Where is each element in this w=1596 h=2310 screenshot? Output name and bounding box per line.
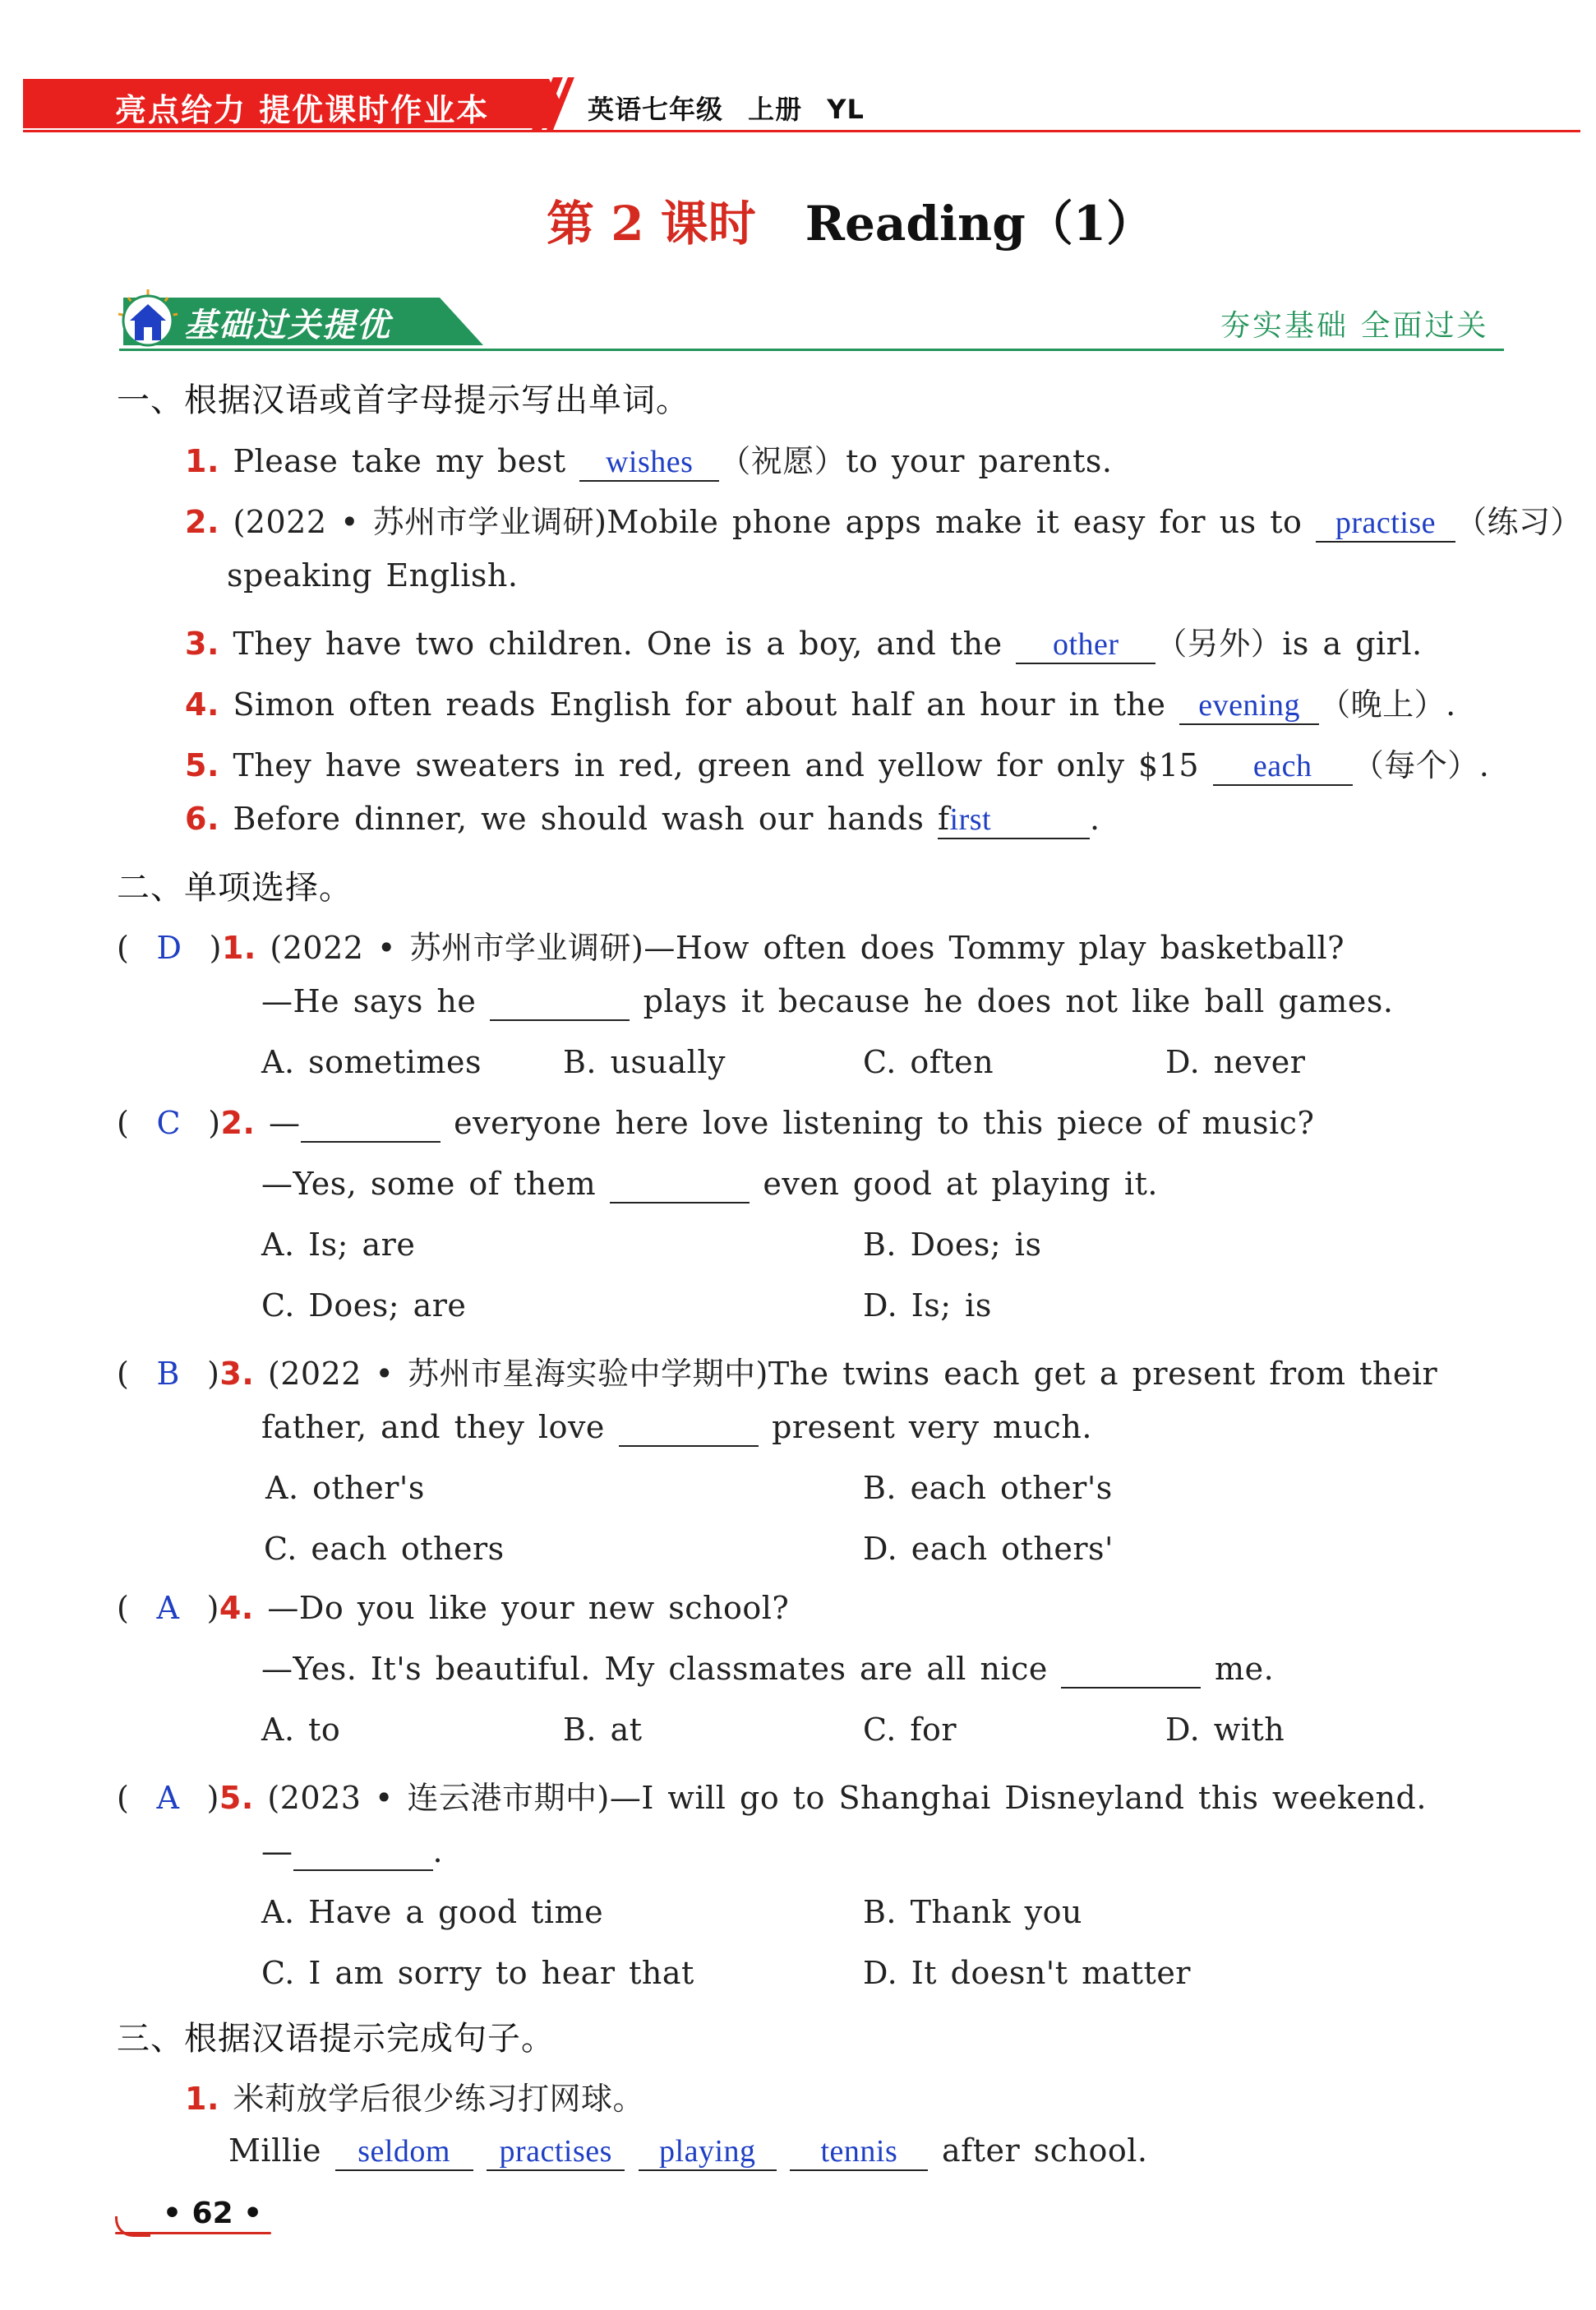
- item-text: （练习）: [1455, 504, 1582, 540]
- answer-blank[interactable]: [619, 1411, 759, 1447]
- item-text: —: [269, 1105, 301, 1141]
- option-d[interactable]: D. with: [1165, 1712, 1285, 1748]
- item-number: 1.: [185, 443, 219, 479]
- page-number: • 62 •: [163, 2197, 263, 2230]
- fill-item: [185, 801, 1100, 839]
- item-number: 1.: [185, 2081, 219, 2117]
- item-text: （祝愿）to your parents.: [719, 443, 1113, 479]
- choice-item: ( B )3. (2022 • 苏州市星海实验中学期中)The twins each get a present from their: [117, 1356, 1438, 1392]
- translate-item: [185, 2073, 644, 2118]
- option-b[interactable]: B. usually: [563, 1044, 726, 1080]
- item-text: (2022 • 苏州市学业调研)Mobile phone apps make it easy for us to: [233, 504, 1303, 540]
- choice-line2: [261, 1166, 1158, 1204]
- item-number: 5.: [185, 747, 219, 783]
- house-icon: [115, 286, 181, 352]
- choice-answer[interactable]: C: [156, 1105, 182, 1141]
- answer-blank[interactable]: [293, 1835, 433, 1871]
- item-number: 3.: [185, 626, 219, 662]
- choice-line2: [261, 1833, 443, 1871]
- option-c[interactable]: C. each others: [264, 1531, 505, 1567]
- section2-heading: 二、单项选择。: [117, 869, 353, 907]
- option-a[interactable]: A. Is; are: [261, 1227, 416, 1263]
- item-number: 4.: [219, 1590, 254, 1626]
- lesson-topic: Reading（1）: [805, 196, 1155, 252]
- option-c[interactable]: C. Does; are: [261, 1287, 467, 1324]
- item-number: 3.: [219, 1356, 255, 1392]
- option-c[interactable]: C. often: [863, 1044, 994, 1080]
- option-c[interactable]: C. I am sorry to hear that: [261, 1955, 694, 1991]
- item-text: even good at playing it.: [763, 1166, 1159, 1202]
- answer-blank[interactable]: seldom: [335, 2135, 473, 2171]
- option-d[interactable]: D. never: [1165, 1044, 1306, 1080]
- footer-rule: [115, 2232, 271, 2234]
- fill-item: [185, 436, 1112, 482]
- section-banner-label: 基础过关提优: [184, 307, 391, 344]
- fill-item: [185, 618, 1423, 664]
- item-text: (2023 • 连云港市期中)—I will go to Shanghai Disneyland this weekend.: [267, 1780, 1427, 1816]
- fill-item: [185, 740, 1489, 786]
- answer-blank[interactable]: practises: [487, 2135, 625, 2171]
- choice-item: ( A )4. —Do you like your new school?: [117, 1590, 790, 1626]
- item-text: .: [432, 1833, 444, 1869]
- item-text: Please take my best: [233, 443, 566, 479]
- item-text: present very much.: [772, 1409, 1092, 1445]
- item-number: 2.: [220, 1105, 256, 1141]
- choice-answer[interactable]: A: [156, 1780, 180, 1816]
- item-text: after school.: [941, 2132, 1148, 2169]
- answer-blank[interactable]: evening: [1179, 689, 1319, 725]
- option-a[interactable]: A. sometimes: [261, 1044, 482, 1080]
- item-number: 5.: [219, 1780, 254, 1816]
- section-rule: [119, 349, 1504, 351]
- page-title: [547, 185, 1154, 254]
- choice-answer[interactable]: D: [156, 930, 182, 966]
- item-text: They have sweaters in red, green and yellow for only $15: [233, 747, 1200, 783]
- item-text: They have two children. One is a boy, and the: [233, 626, 1003, 662]
- option-b[interactable]: B. each other's: [863, 1470, 1113, 1506]
- item-text: （另外）is a girl.: [1155, 626, 1423, 662]
- item-text: —: [261, 1833, 293, 1869]
- answer-blank[interactable]: [610, 1167, 750, 1204]
- header-rule: [23, 130, 1580, 132]
- section-slogan: 夯实基础 全面过关: [1220, 309, 1489, 343]
- choice-line2: [261, 1409, 1092, 1447]
- answer-blank[interactable]: practise: [1316, 506, 1455, 543]
- option-b[interactable]: B. Does; is: [863, 1227, 1042, 1263]
- choice-line2: [261, 983, 1393, 1021]
- option-b[interactable]: B. at: [563, 1712, 643, 1748]
- lesson-number: 第 2 课时: [547, 196, 756, 252]
- option-d[interactable]: D. each others': [863, 1531, 1114, 1567]
- fill-item: [185, 679, 1456, 725]
- answer-blank[interactable]: wishes: [579, 446, 719, 482]
- choice-line2: [261, 1651, 1274, 1689]
- option-b[interactable]: B. Thank you: [863, 1894, 1082, 1930]
- item-text: .: [1089, 801, 1100, 837]
- item-number: 4.: [185, 686, 219, 723]
- header-brand: 亮点给力 提优课时作业本: [115, 92, 490, 128]
- option-c[interactable]: C. for: [863, 1712, 957, 1748]
- item-number: 1.: [221, 930, 256, 966]
- choice-item: ( D )1. (2022 • 苏州市学业调研)—How often does Tommy play basketball?: [117, 930, 1345, 966]
- item-chinese: 米莉放学后很少练习打网球。: [233, 2081, 644, 2117]
- section1-heading: 一、根据汉语或首字母提示写出单词。: [117, 381, 690, 419]
- item-number: 2.: [185, 504, 219, 540]
- section3-heading: 三、根据汉语提示完成句子。: [117, 2020, 555, 2058]
- answer-text: irst: [949, 802, 992, 837]
- item-text: plays it because he does not like ball games.: [643, 983, 1394, 1019]
- choice-item: ( A )5. (2023 • 连云港市期中)—I will go to Shanghai Disneyland this weekend.: [117, 1780, 1427, 1816]
- item-text: everyone here love listening to this piece of music?: [454, 1105, 1315, 1141]
- answer-blank[interactable]: other: [1016, 628, 1155, 664]
- first-letter: f: [937, 801, 950, 837]
- item-text-line2: speaking English.: [227, 557, 519, 594]
- item-text: —Do you like your new school?: [267, 1590, 790, 1626]
- translate-answer-line: [228, 2132, 1147, 2171]
- answer-blank[interactable]: tennis: [790, 2135, 928, 2171]
- option-d[interactable]: D. Is; is: [863, 1287, 992, 1324]
- option-a[interactable]: A. Have a good time: [261, 1894, 604, 1930]
- item-text: (2022 • 苏州市星海实验中学期中)The twins each get a present from their: [267, 1356, 1438, 1392]
- item-text: Before dinner, we should wash our hands: [233, 801, 925, 837]
- answer-blank[interactable]: [938, 802, 1090, 839]
- item-number: 6.: [185, 801, 219, 837]
- item-text: Millie: [228, 2132, 322, 2169]
- fill-item: [185, 497, 1582, 543]
- choice-answer[interactable]: B: [156, 1356, 180, 1392]
- item-text: （每个）.: [1352, 747, 1490, 783]
- choice-answer[interactable]: A: [156, 1590, 180, 1626]
- item-text: —Yes. It's beautiful. My classmates are all nice: [261, 1651, 1048, 1687]
- choice-item: ( C )2. — everyone here love listening to this piece of music?: [117, 1105, 1315, 1141]
- answer-blank[interactable]: [490, 985, 630, 1021]
- item-text: (2022 • 苏州市学业调研)—How often does Tommy play basketball?: [270, 930, 1345, 966]
- item-text: —Yes, some of them: [261, 1166, 597, 1202]
- answer-blank[interactable]: each: [1213, 750, 1353, 786]
- answer-blank[interactable]: [1061, 1652, 1201, 1689]
- answer-blank[interactable]: playing: [639, 2135, 777, 2171]
- item-text: —He says he: [261, 983, 477, 1019]
- option-d[interactable]: D. It doesn't matter: [863, 1955, 1191, 1991]
- item-text: me.: [1215, 1651, 1275, 1687]
- answer-blank[interactable]: [301, 1106, 441, 1143]
- item-text: father, and they love: [261, 1409, 605, 1445]
- header-book-info: 英语七年级 上册 YL: [588, 94, 865, 125]
- option-a[interactable]: A. other's: [265, 1470, 425, 1506]
- item-text: （晚上）.: [1319, 686, 1456, 723]
- item-text: Simon often reads English for about half an hour in the: [233, 686, 1166, 723]
- option-a[interactable]: A. to: [261, 1712, 341, 1748]
